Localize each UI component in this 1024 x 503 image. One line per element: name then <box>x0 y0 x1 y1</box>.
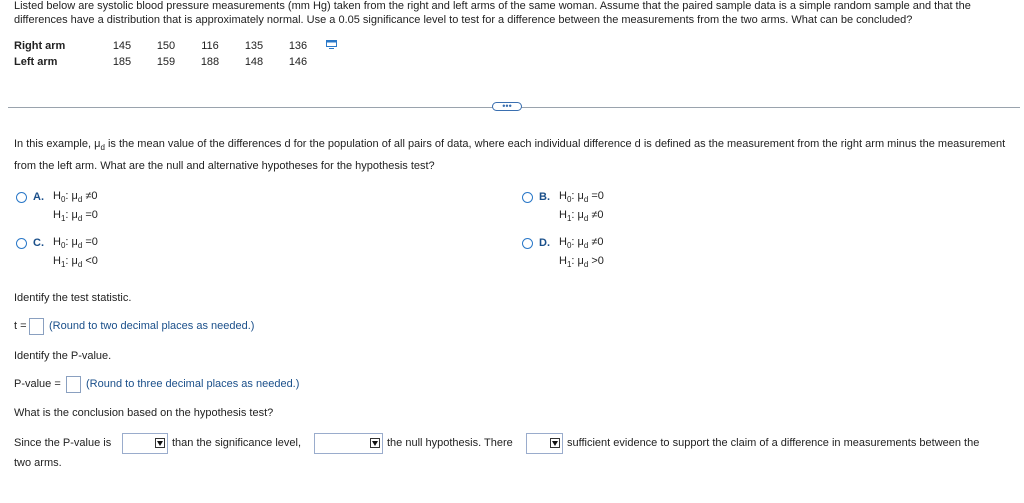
table-cell: 116 <box>201 40 219 52</box>
dropdown-arrow-icon <box>550 438 560 448</box>
expand-more-button[interactable]: ••• <box>492 102 522 111</box>
p-value-prompt: Identify the P-value. <box>14 350 112 362</box>
alt-hypothesis: $H_1$: $\mu_d \ne 0$ <box>559 209 604 223</box>
conclusion-prompt: What is the conclusion based on the hypothesis test? <box>14 407 274 419</box>
null-hypothesis: $H_0$: $\mu_d =0$ <box>53 236 98 250</box>
problem-statement: Listed below are systolic blood pressure measurements (mm Hg) taken from the right and left arms of the same woman. Assume that the paired sample data is a simple random sample and that the differences have a distribution that is approximately normal. Use a 0.05 significance level to test for a difference between the measurements from the two arms. What can be concluded? <box>14 0 971 26</box>
question-text-rest: is the mean value of the differences d for the population of all pairs of data, where each individual difference d is defined as the measurement from the right arm minus the measurement from the left arm. What are the null and alternative hypotheses for the hypothesis test? <box>14 138 1006 172</box>
row-label: Right arm <box>14 40 66 52</box>
radio-button[interactable] <box>522 238 533 249</box>
row-label: Left arm <box>14 56 58 68</box>
null-hypothesis: $H_0$: $\mu_d \ne 0$ <box>53 190 98 204</box>
radio-button[interactable] <box>522 192 533 203</box>
option-letter: A. <box>33 191 44 203</box>
table-cell: 185 <box>112 56 132 68</box>
hypothesis-question <box>14 135 1014 176</box>
comparison-dropdown[interactable] <box>122 433 168 454</box>
p-value-rounding-hint: (Round to three decimal places as needed.) <box>86 378 300 390</box>
copy-data-icon[interactable] <box>326 40 337 52</box>
radio-button[interactable] <box>16 192 27 203</box>
t-rounding-hint: (Round to two decimal places as needed.) <box>49 320 255 332</box>
decision-dropdown[interactable] <box>314 433 383 454</box>
conclusion-text-4: sufficient evidence to support the claim of a difference in measurements between the <box>567 437 980 449</box>
evidence-dropdown[interactable] <box>526 433 563 454</box>
table-cell: 146 <box>288 56 308 68</box>
null-hypothesis: $H_0$: $\mu_d =0$ <box>559 190 604 204</box>
table-cell: 188 <box>200 56 220 68</box>
alt-hypothesis: $H_1$: $\mu_d <0$ <box>53 255 98 269</box>
conclusion-text-3: the null hypothesis. There <box>387 437 513 449</box>
null-hypothesis: $H_0$: $\mu_d \ne 0$ <box>559 236 604 250</box>
p-value-input[interactable] <box>66 376 81 393</box>
dropdown-arrow-icon <box>370 438 380 448</box>
conclusion-text-5: two arms. <box>14 457 62 469</box>
conclusion-text-1: Since the P-value is <box>14 437 112 449</box>
t-statistic-input[interactable] <box>29 318 44 335</box>
p-value-label: P-value = <box>14 378 61 390</box>
option-letter: C. <box>33 237 44 249</box>
mu-subscript: d <box>100 143 105 152</box>
question-text: In this example, μ <box>14 138 101 150</box>
table-cell: 159 <box>156 56 176 68</box>
table-cell: 136 <box>288 40 308 52</box>
test-statistic-prompt: Identify the test statistic. <box>14 292 132 304</box>
data-table <box>14 38 337 70</box>
alt-hypothesis: $H_1$: $\mu_d >0$ <box>559 255 604 269</box>
radio-button[interactable] <box>16 238 27 249</box>
table-cell: 135 <box>244 40 264 52</box>
option-letter: D. <box>539 237 550 249</box>
table-cell: 148 <box>244 56 264 68</box>
conclusion-text-2: than the significance level, <box>172 437 302 449</box>
dropdown-arrow-icon <box>155 438 165 448</box>
alt-hypothesis: $H_1$: $\mu_d =0$ <box>53 209 98 223</box>
table-cell: 150 <box>156 40 176 52</box>
option-letter: B. <box>539 191 550 203</box>
table-row <box>14 38 337 54</box>
table-row <box>14 54 337 70</box>
table-cell: 145 <box>112 40 132 52</box>
t-label: t = <box>14 320 27 332</box>
